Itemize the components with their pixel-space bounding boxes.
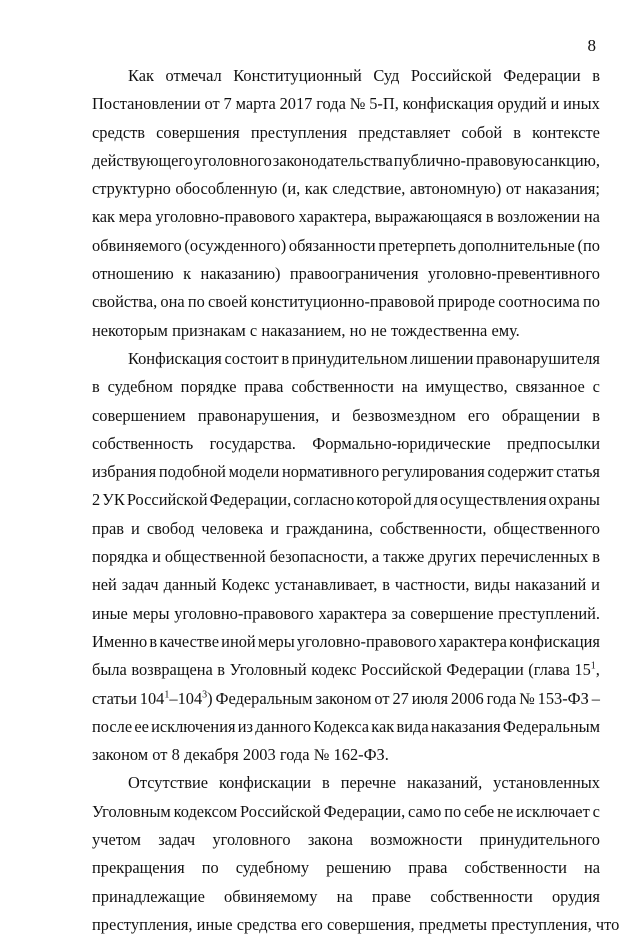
- word: декабря: [184, 745, 239, 765]
- text-line: [92, 402, 600, 430]
- word: наказанию): [200, 264, 281, 284]
- word: совершение: [410, 603, 494, 623]
- word: меры: [132, 603, 170, 623]
- word: в: [217, 660, 226, 680]
- word: из: [237, 716, 253, 736]
- word: подобной: [158, 462, 226, 482]
- word: и: [550, 94, 560, 114]
- word: регулирования: [381, 462, 485, 482]
- word: избрания: [92, 462, 157, 482]
- word: средств: [92, 122, 146, 142]
- word: принудительного: [479, 830, 600, 850]
- word: уголовно-превентивного: [427, 264, 600, 284]
- word: отмечал: [165, 66, 222, 85]
- word: конституционно-правовой: [250, 292, 435, 312]
- word: дополнительные: [458, 235, 575, 255]
- word: само: [408, 801, 442, 821]
- word: претерпеть: [378, 235, 456, 255]
- word: следствие,: [332, 179, 406, 199]
- word: №: [349, 94, 366, 114]
- word: судебному: [235, 858, 310, 878]
- word: по: [187, 292, 205, 312]
- word: себе: [464, 801, 495, 821]
- word: в: [592, 405, 600, 425]
- text-line: [92, 203, 600, 231]
- word: данного: [255, 716, 312, 736]
- word: на: [401, 377, 418, 397]
- word: уголовного: [212, 830, 291, 850]
- word: с: [249, 320, 258, 340]
- word: 162-ФЗ.: [333, 745, 389, 765]
- text-line: [92, 911, 620, 939]
- word: по: [583, 292, 600, 312]
- word: конфискация: [509, 631, 600, 651]
- word: наказанием,: [261, 320, 346, 340]
- text-line: [92, 260, 600, 288]
- word: 7: [223, 94, 232, 114]
- word: согласно: [293, 490, 355, 510]
- word: его: [301, 914, 323, 934]
- word: характера: [438, 631, 507, 651]
- word: отношению: [92, 264, 174, 284]
- word: конфискация: [402, 94, 494, 114]
- word: структурно: [92, 179, 171, 199]
- word: на: [336, 886, 353, 906]
- word: по: [201, 858, 219, 878]
- text-line: [92, 232, 600, 260]
- word: правонарушения,: [197, 405, 320, 425]
- word: данный: [163, 575, 217, 595]
- word: правоограничения: [289, 264, 419, 284]
- word: связанное: [515, 377, 585, 397]
- word: Федеральным: [215, 688, 313, 708]
- word: преступления: [250, 122, 348, 142]
- word: контексте: [532, 122, 600, 142]
- text-line: [92, 430, 600, 458]
- word: общественной: [164, 547, 266, 567]
- word: а: [371, 547, 380, 567]
- word: собой: [461, 122, 503, 142]
- text-line: [92, 769, 600, 797]
- word: Суд: [373, 66, 400, 85]
- word: кодекс: [311, 660, 357, 680]
- text-line: [92, 373, 600, 401]
- word: предметы: [418, 914, 488, 934]
- word: Федерации,: [209, 490, 292, 510]
- text-line: [92, 486, 600, 514]
- word: к: [183, 264, 192, 284]
- word: №: [519, 688, 535, 708]
- word: Конфискация: [128, 348, 222, 368]
- word: 2006: [450, 688, 484, 708]
- word: модели: [228, 462, 280, 482]
- word: которой: [356, 490, 412, 510]
- word: как: [92, 207, 115, 227]
- text-line: [92, 741, 600, 769]
- word: в: [513, 122, 522, 142]
- word: после: [92, 716, 133, 736]
- word: собственности: [430, 886, 533, 906]
- word: Кодекса: [313, 716, 370, 736]
- word: иные: [196, 914, 233, 934]
- word: возвращена: [131, 660, 213, 680]
- word: учетом: [92, 830, 141, 850]
- text-line: [92, 345, 600, 373]
- word: вида: [396, 716, 429, 736]
- word: принудительном: [291, 348, 408, 368]
- word: ее: [134, 716, 149, 736]
- word: кодексом: [173, 801, 238, 821]
- word: общественного: [493, 518, 600, 538]
- word: иных: [563, 94, 600, 114]
- word: содержит: [487, 462, 554, 482]
- word: свобод: [146, 518, 195, 538]
- word: обращении: [501, 405, 581, 425]
- word: закона: [307, 830, 353, 850]
- word: за: [391, 603, 406, 623]
- word: возложении: [497, 207, 581, 227]
- word: осуществления: [439, 490, 547, 510]
- word: и: [131, 518, 140, 538]
- word: в: [92, 377, 100, 397]
- word: Российской: [410, 66, 492, 85]
- word: в: [281, 348, 290, 368]
- word: от: [152, 745, 168, 765]
- text-line: [92, 147, 600, 175]
- word: установленных: [493, 773, 600, 793]
- word: наказания: [430, 716, 501, 736]
- word: правонарушителя: [476, 348, 600, 368]
- word: –: [591, 688, 600, 708]
- word: прав: [92, 518, 124, 538]
- word: законом: [92, 745, 149, 765]
- word: не: [497, 801, 514, 821]
- word: июля: [411, 688, 449, 708]
- word: (по: [577, 235, 600, 255]
- word: соотносима: [498, 292, 580, 312]
- word: наказания;: [525, 179, 600, 199]
- word: права: [244, 377, 284, 397]
- word: Конституционный: [233, 66, 362, 85]
- word: человека: [201, 518, 264, 538]
- word: Уголовный: [229, 660, 307, 680]
- word: прекращения: [92, 858, 185, 878]
- paragraph: [92, 769, 620, 939]
- word: преступлений.: [498, 603, 600, 623]
- text-line: [92, 656, 600, 684]
- word: как: [304, 179, 328, 199]
- paragraph: [92, 345, 600, 769]
- text-line: [92, 628, 600, 656]
- word: (и,: [281, 179, 301, 199]
- word: обязанности: [288, 235, 376, 255]
- word: по: [444, 801, 462, 821]
- text-line: [92, 713, 600, 741]
- word: Постановлении: [92, 94, 201, 114]
- word: наказаний,: [407, 773, 483, 793]
- word: Федерации,: [323, 801, 406, 821]
- word: 2003: [242, 745, 276, 765]
- word: иной: [221, 631, 256, 651]
- word: в: [592, 547, 600, 567]
- word: гражданина,: [286, 518, 373, 538]
- word: ему.: [491, 320, 520, 340]
- word: собственности: [291, 377, 394, 397]
- word: для: [413, 490, 438, 510]
- word: не: [370, 320, 387, 340]
- word: года: [316, 94, 346, 114]
- word: статьи: [92, 688, 137, 708]
- word: Российской: [361, 660, 442, 680]
- word: от: [204, 94, 220, 114]
- word: на: [583, 858, 600, 878]
- word: выражающаяся: [374, 207, 483, 227]
- word: перечисленных: [480, 547, 589, 567]
- word: Кодекс: [221, 575, 270, 595]
- word: средства: [236, 914, 297, 934]
- word: имущество,: [425, 377, 508, 397]
- word: виды: [474, 575, 511, 595]
- word: обособленную: [175, 179, 278, 199]
- word: конфискации: [218, 773, 312, 793]
- word: перечне: [340, 773, 397, 793]
- word: совершением: [92, 405, 186, 425]
- word: праве: [371, 886, 412, 906]
- word: Федерации: [503, 66, 581, 85]
- word: безопасности,: [269, 547, 368, 567]
- word: нормативного: [282, 462, 380, 482]
- word: судебном: [107, 377, 173, 397]
- word: но: [349, 320, 367, 340]
- word: (осужденного): [184, 235, 287, 255]
- word: преступления,: [92, 914, 193, 934]
- word: на: [583, 207, 600, 227]
- word: его: [467, 405, 490, 425]
- word: других: [428, 547, 477, 567]
- document-body: [92, 62, 620, 939]
- word: безвозмездном: [352, 405, 456, 425]
- word: совершения: [156, 122, 240, 142]
- word: задач: [158, 830, 196, 850]
- word: Отсутствие: [128, 773, 209, 793]
- word: тождественна: [391, 320, 488, 340]
- word: 5-П,: [369, 94, 399, 114]
- word: от: [505, 179, 522, 199]
- text-line: [92, 175, 600, 203]
- word: некоторым: [92, 320, 168, 340]
- word: признакам: [172, 320, 246, 340]
- word: обвиняемого: [92, 235, 182, 255]
- word: Именно: [92, 631, 148, 651]
- word: порядке: [180, 377, 237, 397]
- word: года: [279, 745, 310, 765]
- text-line: [92, 798, 600, 826]
- word: в: [485, 207, 494, 227]
- word: в: [592, 66, 600, 85]
- word: уголовно-правового: [296, 631, 437, 651]
- word: Федерации: [446, 660, 524, 680]
- word: Российской: [240, 801, 321, 821]
- word: решению: [326, 858, 392, 878]
- word: (глава: [528, 660, 570, 680]
- word: лишении: [410, 348, 474, 368]
- word: Формально-юридические: [312, 433, 491, 453]
- word: ней: [92, 575, 117, 595]
- word: частности,: [394, 575, 470, 595]
- page-number: 8: [587, 36, 596, 55]
- word: с: [592, 801, 600, 821]
- paragraph: [92, 62, 600, 345]
- word: марта: [235, 94, 276, 114]
- text-line: [92, 685, 600, 713]
- text-line: [92, 119, 600, 147]
- word: характера,: [298, 207, 372, 227]
- word: состоит: [224, 348, 279, 368]
- word: от: [374, 688, 390, 708]
- word: в: [322, 773, 330, 793]
- word: 27: [392, 688, 409, 708]
- word: санкцию,: [534, 150, 600, 170]
- word: собственность: [92, 433, 194, 453]
- word: и: [591, 575, 600, 595]
- text-line: [92, 62, 600, 90]
- word: охраны: [548, 490, 600, 510]
- word: была: [92, 660, 127, 680]
- word: своей: [207, 292, 248, 312]
- text-line: [92, 317, 600, 345]
- word: природе: [437, 292, 496, 312]
- text-line: [92, 288, 600, 316]
- word: обвиняемому: [224, 886, 318, 906]
- word: характера: [318, 603, 387, 623]
- word: представляет: [358, 122, 451, 142]
- word: автономную): [409, 179, 502, 199]
- word: исключает: [515, 801, 590, 821]
- word: собственности: [464, 858, 567, 878]
- word: 2: [92, 490, 101, 510]
- word: в: [382, 575, 390, 595]
- word: и: [331, 405, 341, 425]
- word: и: [152, 547, 161, 567]
- word: Как: [128, 66, 154, 85]
- word: публично-правовую: [393, 150, 534, 170]
- word: 153-ФЗ: [537, 688, 589, 708]
- word: как: [371, 716, 395, 736]
- word: порядка: [92, 547, 149, 567]
- text-line: [92, 90, 600, 118]
- text-line: [92, 571, 600, 599]
- word: принадлежащие: [92, 886, 205, 906]
- word: меры: [257, 631, 295, 651]
- word: действующего: [92, 150, 193, 170]
- word: в: [149, 631, 158, 651]
- word: Российской: [126, 490, 208, 510]
- word: что: [595, 914, 620, 934]
- word: орудий: [497, 94, 547, 114]
- word: $104^1-104^3$): [139, 688, 213, 708]
- word: права: [408, 858, 448, 878]
- word: иные: [92, 603, 128, 623]
- text-line: [92, 515, 600, 543]
- text-line: [92, 543, 600, 571]
- word: и: [270, 518, 279, 538]
- word: совершения,: [326, 914, 415, 934]
- word: законодательства: [272, 150, 393, 170]
- word: собственности,: [379, 518, 487, 538]
- word: 8: [171, 745, 180, 765]
- word: $15^1$,: [574, 660, 600, 680]
- word: задач: [121, 575, 159, 595]
- word: свойства,: [92, 292, 158, 312]
- text-line: [92, 600, 600, 628]
- word: 2017: [279, 94, 313, 114]
- word: уголовного: [193, 150, 272, 170]
- word: законом: [315, 688, 372, 708]
- word: возможности: [370, 830, 463, 850]
- text-line: [92, 883, 600, 911]
- text-line: [92, 854, 600, 882]
- word: исключения: [151, 716, 236, 736]
- word: преступления,: [491, 914, 592, 934]
- word: уголовно-правового: [155, 207, 295, 227]
- word: предпосылки: [507, 433, 600, 453]
- word: также: [383, 547, 425, 567]
- word: с: [592, 377, 600, 397]
- word: статья: [556, 462, 600, 482]
- word: уголовно-правового: [174, 603, 314, 623]
- word: мера: [118, 207, 152, 227]
- word: наказаний: [515, 575, 587, 595]
- text-line: [92, 826, 600, 854]
- text-line: [92, 458, 600, 486]
- word: Федеральным: [502, 716, 600, 736]
- word: №: [313, 745, 330, 765]
- word: устанавливает,: [274, 575, 378, 595]
- word: она: [160, 292, 185, 312]
- word: Уголовным: [92, 801, 171, 821]
- word: года: [486, 688, 517, 708]
- word: качестве: [159, 631, 219, 651]
- word: орудия: [551, 886, 600, 906]
- word: государства.: [209, 433, 296, 453]
- word: УК: [102, 490, 125, 510]
